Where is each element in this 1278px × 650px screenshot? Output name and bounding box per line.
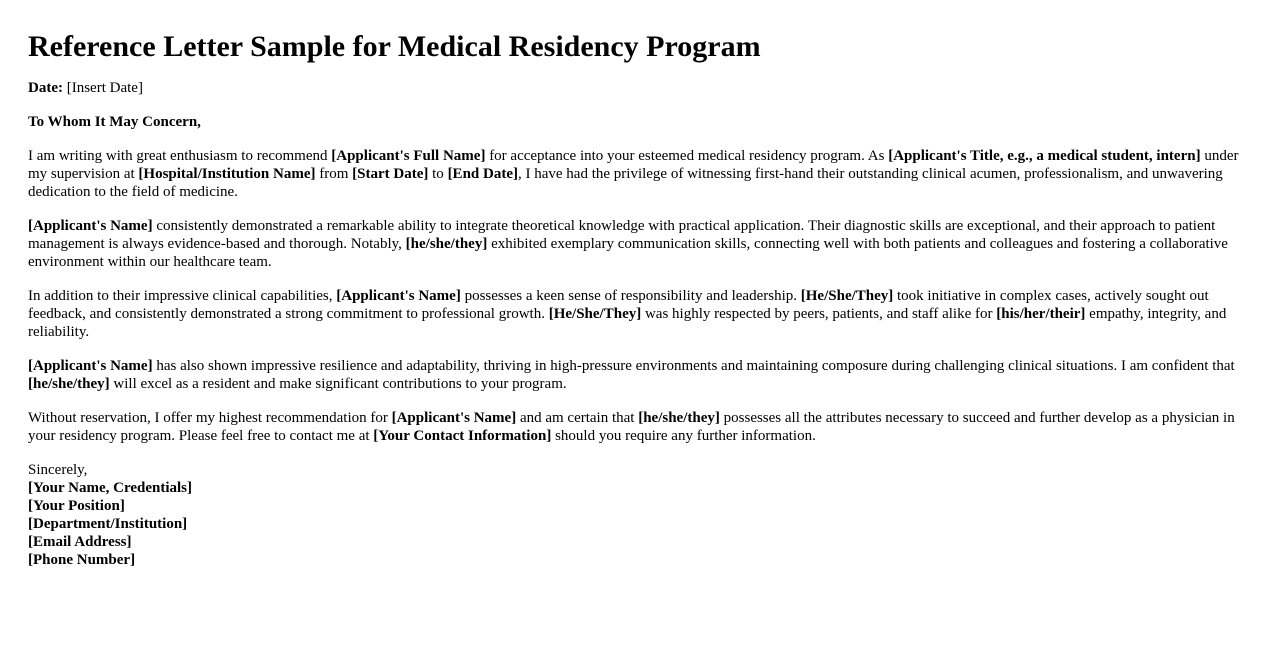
placeholder-start-date: [Start Date] [352, 166, 429, 182]
date-line [28, 79, 1250, 97]
p4-text: will excel as a resident and make significant contributions to your program. [109, 376, 567, 392]
p5-text: should you require any further information. [551, 428, 816, 444]
placeholder-applicant-title: [Applicant's Title, e.g., a medical student, intern] [888, 148, 1201, 164]
p2-text: exhibited exemplary communication skills, connecting well with both patients and colleagues and fostering a collaborative environment within our healthcare team. [28, 236, 1228, 270]
signature-position: [Your Position] [28, 498, 125, 514]
closing-block [28, 461, 1250, 569]
signature-department: [Department/Institution] [28, 516, 188, 532]
placeholder-applicant-name: [Applicant's Name] [28, 218, 153, 234]
p3-text: possesses a keen sense of responsibility and leadership. [460, 288, 801, 304]
p1-text: , I have had the privilege of witnessing first-hand their outstanding clinical acumen, professionalism, and unwavering dedication to the field of medicine. [28, 166, 1223, 200]
p3-text: empathy, integrity, and reliability. [28, 306, 1227, 340]
placeholder-applicant-name: [Applicant's Name] [336, 288, 461, 304]
p1-text: to [428, 166, 448, 182]
p1-text: under my supervision at [28, 148, 1239, 182]
placeholder-pronoun: [he/she/they] [405, 236, 488, 252]
p3-text: was highly respected by peers, patients, and staff alike for [641, 306, 997, 322]
p3-text: took initiative in complex cases, actively sought out feedback, and consistently demonstrated a strong commitment to professional growth. [28, 288, 1209, 322]
paragraph-3 [28, 287, 1250, 341]
placeholder-pronoun: [He/She/They] [800, 288, 894, 304]
page-title: Reference Letter Sample for Medical Residency Program [28, 30, 761, 63]
salutation-text: To Whom It May Concern, [28, 114, 201, 130]
letter-page [28, 0, 1250, 569]
placeholder-hospital-name: [Hospital/Institution Name] [138, 166, 316, 182]
placeholder-contact-information: [Your Contact Information] [373, 428, 552, 444]
p5-text: Without reservation, I offer my highest recommendation for [28, 410, 392, 426]
signature-email: [Email Address] [28, 534, 132, 550]
p5-text: and am certain that [516, 410, 639, 426]
p1-text: for acceptance into your esteemed medical residency program. As [485, 148, 889, 164]
p4-text: has also shown impressive resilience and adaptability, thriving in high-pressure environments and maintaining composure during challenging clinical situations. I am confident that [152, 358, 1235, 374]
p1-text: I am writing with great enthusiasm to recommend [28, 148, 332, 164]
placeholder-possessive-pronoun: [his/her/their] [996, 306, 1086, 322]
salutation [28, 113, 1250, 131]
date-value: [Insert Date] [66, 80, 143, 96]
p1-text: from [315, 166, 353, 182]
placeholder-end-date: [End Date] [447, 166, 518, 182]
paragraph-2 [28, 217, 1250, 271]
placeholder-applicant-name: [Applicant's Name] [28, 358, 153, 374]
p3-text: In addition to their impressive clinical capabilities, [28, 288, 337, 304]
p5-text: possesses all the attributes necessary to succeed and further develop as a physician in your residency program. Please feel free to contact me at [28, 410, 1235, 444]
placeholder-pronoun: [he/she/they] [638, 410, 720, 426]
placeholder-applicant-name: [Applicant's Name] [391, 410, 517, 426]
closing-text: Sincerely, [28, 462, 88, 478]
paragraph-5 [28, 409, 1250, 445]
placeholder-applicant-full-name: [Applicant's Full Name] [331, 148, 486, 164]
placeholder-pronoun: [He/She/They] [548, 306, 642, 322]
date-label: Date: [28, 80, 63, 96]
paragraph-1 [28, 147, 1250, 201]
p2-text: consistently demonstrated a remarkable ability to integrate theoretical knowledge with practical application. Their diagnostic skills are exceptional, and their approach to patient management is always evidence-based and thorough. Notably, [28, 218, 1216, 252]
signature-phone: [Phone Number] [28, 552, 136, 568]
paragraph-4 [28, 357, 1250, 393]
placeholder-pronoun: [he/she/they] [28, 376, 110, 392]
signature-name: [Your Name, Credentials] [28, 480, 193, 496]
